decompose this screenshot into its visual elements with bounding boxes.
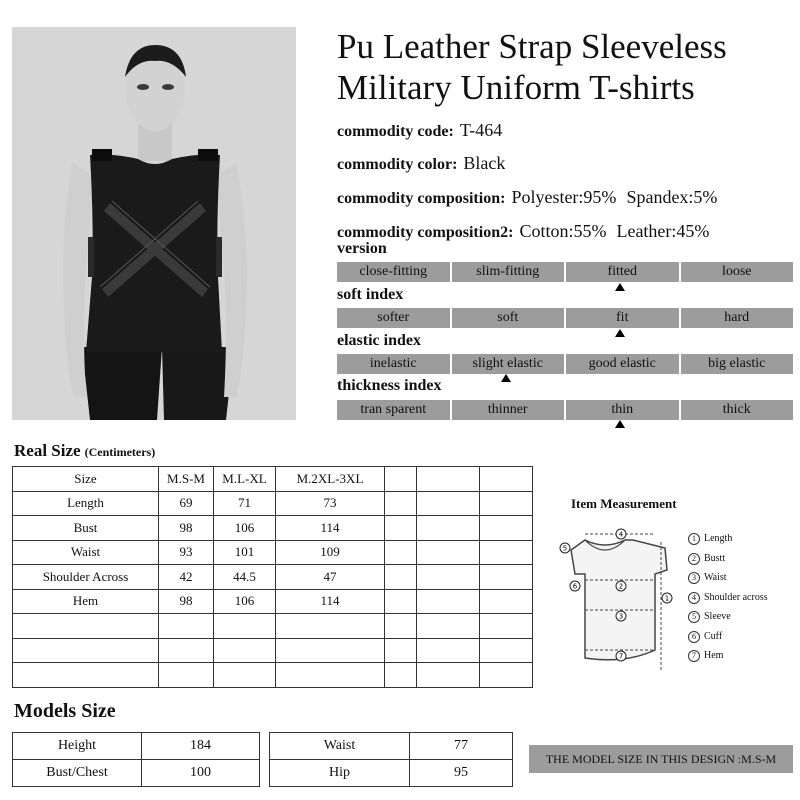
table-cell: Waist [270, 733, 410, 760]
table-cell: 44.5 [214, 565, 276, 590]
index-scale-elastic [337, 354, 793, 374]
svg-text:5: 5 [562, 544, 568, 553]
index-option: close-fitting [337, 262, 450, 282]
table-cell [13, 614, 159, 639]
table-cell [276, 614, 385, 639]
table-cell [385, 467, 417, 492]
spec-color-value: Black [463, 153, 506, 173]
table-cell: Bust [13, 516, 159, 541]
table-row [13, 760, 260, 787]
table-row [13, 733, 260, 760]
table-cell [417, 540, 480, 565]
index-option: slight elastic [452, 354, 565, 374]
svg-text:4: 4 [618, 530, 624, 539]
index-marker-soft [615, 329, 625, 337]
svg-text:2: 2 [618, 582, 624, 591]
legend-item [688, 627, 768, 647]
table-cell: 93 [159, 540, 214, 565]
table-row [13, 491, 533, 516]
legend-item [688, 549, 768, 569]
table-cell: 98 [159, 516, 214, 541]
legend-number: 2 [688, 553, 700, 565]
table-cell [276, 638, 385, 663]
legend-number: 3 [688, 572, 700, 584]
svg-text:7: 7 [618, 652, 624, 661]
spec-color [337, 153, 505, 174]
table-cell: 73 [276, 491, 385, 516]
measurement-diagram-icon [555, 520, 685, 675]
index-marker-thickness [615, 420, 625, 428]
table-cell: Bust/Chest [13, 760, 142, 787]
table-cell: 77 [410, 733, 513, 760]
table-cell [417, 589, 480, 614]
table-cell: Height [13, 733, 142, 760]
svg-text:6: 6 [572, 582, 578, 591]
table-cell [385, 614, 417, 639]
legend-number: 5 [688, 611, 700, 623]
index-label-soft: soft index [337, 286, 404, 303]
index-scale-version [337, 262, 793, 282]
legend-number: 7 [688, 650, 700, 662]
table-cell [159, 614, 214, 639]
spec-composition2 [337, 221, 709, 242]
svg-text:3: 3 [618, 612, 624, 621]
index-option: thick [681, 400, 794, 420]
index-label-thickness: thickness index [337, 377, 442, 394]
spec-composition2-value-1: Cotton:55% [519, 221, 607, 241]
table-cell [480, 540, 533, 565]
index-option: thin [566, 400, 679, 420]
index-option: inelastic [337, 354, 450, 374]
spec-composition-label: commodity composition: [337, 190, 506, 207]
table-cell: 101 [214, 540, 276, 565]
legend-number: 6 [688, 631, 700, 643]
table-cell [417, 663, 480, 688]
legend-label: Shoulder across [704, 591, 768, 603]
index-option: fitted [566, 262, 679, 282]
spec-composition-value-2: Spandex:5% [626, 187, 718, 207]
index-option: softer [337, 308, 450, 328]
spec-code-label: commodity code: [337, 123, 454, 140]
table-cell [276, 663, 385, 688]
legend-label: Sleeve [704, 611, 731, 622]
table-cell [480, 467, 533, 492]
model-size-note: THE MODEL SIZE IN THIS DESIGN :M.S-M [529, 745, 793, 773]
table-cell [214, 663, 276, 688]
table-cell: 100 [142, 760, 260, 787]
table-row [270, 733, 513, 760]
table-cell: 114 [276, 516, 385, 541]
table-row [13, 614, 533, 639]
table-cell: M.L-XL [214, 467, 276, 492]
spec-code [337, 120, 502, 141]
legend-number: 1 [688, 533, 700, 545]
spec-composition [337, 187, 717, 208]
table-cell: Size [13, 467, 159, 492]
table-cell: Shoulder Across [13, 565, 159, 590]
measurement-legend [688, 529, 768, 666]
table-cell: 71 [214, 491, 276, 516]
legend-item [688, 588, 768, 608]
table-cell [480, 589, 533, 614]
index-option: loose [681, 262, 794, 282]
table-cell [417, 614, 480, 639]
spec-composition2-value-2: Leather:45% [616, 221, 710, 241]
table-cell [385, 565, 417, 590]
table-cell: 109 [276, 540, 385, 565]
index-scale-thickness [337, 400, 793, 420]
index-option: good elastic [566, 354, 679, 374]
table-cell: M.S-M [159, 467, 214, 492]
table-cell: Hip [270, 760, 410, 787]
table-row [13, 589, 533, 614]
table-cell [385, 491, 417, 516]
table-cell [480, 565, 533, 590]
table-cell [385, 638, 417, 663]
index-option: big elastic [681, 354, 794, 374]
index-marker-elastic [501, 374, 511, 382]
index-option: soft [452, 308, 565, 328]
table-row [13, 638, 533, 663]
real-size-table [12, 466, 533, 688]
table-row [13, 516, 533, 541]
real-size-unit: (Centimeters) [84, 445, 156, 459]
table-cell: M.2XL-3XL [276, 467, 385, 492]
table-row [13, 540, 533, 565]
index-option: tran sparent [337, 400, 450, 420]
table-cell [13, 638, 159, 663]
size-header-row [13, 467, 533, 492]
index-option: thinner [452, 400, 565, 420]
table-cell [385, 516, 417, 541]
table-cell: 95 [410, 760, 513, 787]
product-photo [12, 27, 296, 420]
table-cell [385, 589, 417, 614]
table-cell [417, 565, 480, 590]
table-cell: 98 [159, 589, 214, 614]
table-cell [159, 638, 214, 663]
table-cell [385, 540, 417, 565]
legend-item [688, 646, 768, 666]
table-cell: 114 [276, 589, 385, 614]
svg-text:1: 1 [664, 594, 670, 603]
index-label-version: version [337, 240, 387, 257]
table-cell [159, 663, 214, 688]
table-cell [214, 614, 276, 639]
table-cell [385, 663, 417, 688]
table-cell: 42 [159, 565, 214, 590]
table-cell [13, 663, 159, 688]
models-table-left [12, 732, 260, 787]
legend-label: Length [704, 533, 733, 544]
legend-label: Bustt [704, 552, 726, 564]
table-cell: 106 [214, 516, 276, 541]
legend-number: 4 [688, 592, 700, 604]
real-size-title [14, 441, 155, 461]
real-size-heading: Real Size [14, 441, 81, 460]
table-cell [417, 516, 480, 541]
table-cell [214, 638, 276, 663]
table-cell: Hem [13, 589, 159, 614]
product-title: Pu Leather Strap Sleeveless Military Uniform T-shirts [337, 27, 727, 107]
table-row [270, 760, 513, 787]
table-cell [417, 491, 480, 516]
table-cell: 184 [142, 733, 260, 760]
table-row [13, 565, 533, 590]
table-cell [480, 663, 533, 688]
index-option: fit [566, 308, 679, 328]
index-option: hard [681, 308, 794, 328]
table-row [13, 663, 533, 688]
table-cell: Waist [13, 540, 159, 565]
table-cell: Length [13, 491, 159, 516]
index-label-elastic: elastic index [337, 332, 421, 349]
index-scale-soft [337, 308, 793, 328]
models-size-title: Models Size [14, 700, 116, 722]
legend-label: Cuff [704, 630, 723, 642]
spec-composition2-label: commodity composition2: [337, 224, 514, 241]
table-cell: 106 [214, 589, 276, 614]
legend-item [688, 607, 768, 627]
table-cell: 47 [276, 565, 385, 590]
spec-code-value: T-464 [459, 120, 503, 140]
legend-item [688, 529, 768, 549]
table-cell [417, 638, 480, 663]
table-cell: 69 [159, 491, 214, 516]
legend-label: Hem [704, 650, 724, 661]
models-table-right [269, 732, 513, 787]
index-option: slim-fitting [452, 262, 565, 282]
legend-label: Waist [704, 572, 727, 583]
item-measurement-title: Item Measurement [571, 496, 677, 511]
table-cell [480, 516, 533, 541]
table-cell [480, 491, 533, 516]
legend-item [688, 568, 768, 588]
table-cell [417, 467, 480, 492]
table-cell [480, 614, 533, 639]
index-marker-version [615, 283, 625, 291]
spec-color-label: commodity color: [337, 156, 458, 173]
spec-composition-value-1: Polyester:95% [511, 187, 617, 207]
table-cell [480, 638, 533, 663]
